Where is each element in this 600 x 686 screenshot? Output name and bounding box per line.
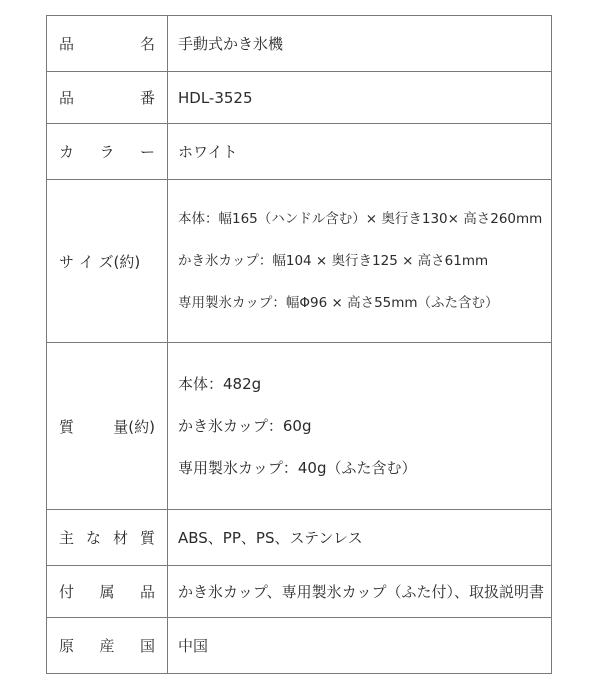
- label-accessories: [47, 581, 167, 602]
- label-char: カ: [59, 143, 75, 161]
- label-origin: [47, 635, 167, 656]
- label-cell: [47, 180, 168, 343]
- value-color: ホワイト: [168, 124, 552, 180]
- label-color: [47, 141, 167, 162]
- size-ice-cup-line: 専用製氷カップ：幅Φ96 × 高さ55mm（ふた含む）: [178, 295, 499, 311]
- label-char: 質: [59, 417, 75, 436]
- label-char: 品: [59, 35, 75, 53]
- label-char: ラ: [99, 143, 115, 161]
- label-size: [47, 251, 167, 272]
- label-material: [47, 527, 167, 548]
- label-char: 国: [139, 637, 155, 655]
- label-cell: [47, 343, 168, 510]
- value-accessories: かき氷カップ、専用製氷カップ（ふた付）、取扱説明書: [168, 566, 552, 618]
- value-product-name: 手動式かき氷機: [168, 16, 552, 72]
- spec-row-accessories: [47, 566, 552, 618]
- label-cell: [47, 566, 168, 618]
- label-weight: [47, 416, 167, 437]
- label-cell: [47, 618, 168, 674]
- label-product-number: [47, 87, 167, 108]
- value-size: [168, 180, 552, 343]
- label-cell: [47, 16, 168, 72]
- weight-ice-cup-line: 専用製氷カップ：40g（ふた含む）: [178, 459, 417, 477]
- label-char: 品: [59, 89, 75, 107]
- weight-body-line: 本体：482g: [178, 375, 262, 393]
- label-char: 量(約): [113, 417, 155, 436]
- label-char: な: [85, 529, 101, 547]
- label-char: ー: [139, 143, 155, 161]
- weight-cup-line: かき氷カップ：60g: [178, 417, 312, 435]
- size-cup-line: かき氷カップ：幅104 × 奥行き125 × 高さ61mm: [178, 253, 489, 269]
- label-char: 原: [59, 637, 75, 655]
- spec-row-product-name: [47, 16, 552, 72]
- label-char: 名: [139, 35, 155, 53]
- spec-row-origin: [47, 618, 552, 674]
- label-cell: [47, 510, 168, 566]
- spec-row-weight: [47, 343, 552, 510]
- spec-row-product-number: [47, 72, 552, 124]
- spec-row-material: [47, 510, 552, 566]
- label-char: 主: [59, 529, 75, 547]
- label-char: 産: [99, 637, 115, 655]
- label-product-name: [47, 33, 167, 54]
- value-origin: 中国: [168, 618, 552, 674]
- label-char: 材: [112, 529, 128, 547]
- label-char: 付: [59, 583, 75, 601]
- label-cell: [47, 124, 168, 180]
- label-char: 品: [139, 583, 155, 601]
- size-body-line: 本体：幅165（ハンドル含む）× 奥行き130× 高さ260mm: [178, 211, 543, 227]
- spec-row-size: [47, 180, 552, 343]
- label-char: 質: [139, 529, 155, 547]
- value-weight: [168, 343, 552, 510]
- label-char: 番: [139, 89, 155, 107]
- label-char: 属: [99, 583, 115, 601]
- spec-row-color: [47, 124, 552, 180]
- spec-table: [46, 15, 552, 674]
- label-cell: [47, 72, 168, 124]
- label-text: サ イ ズ(約): [59, 252, 141, 271]
- value-material: ABS、PP、PS、ステンレス: [168, 510, 552, 566]
- value-product-number: HDL-3525: [168, 72, 552, 124]
